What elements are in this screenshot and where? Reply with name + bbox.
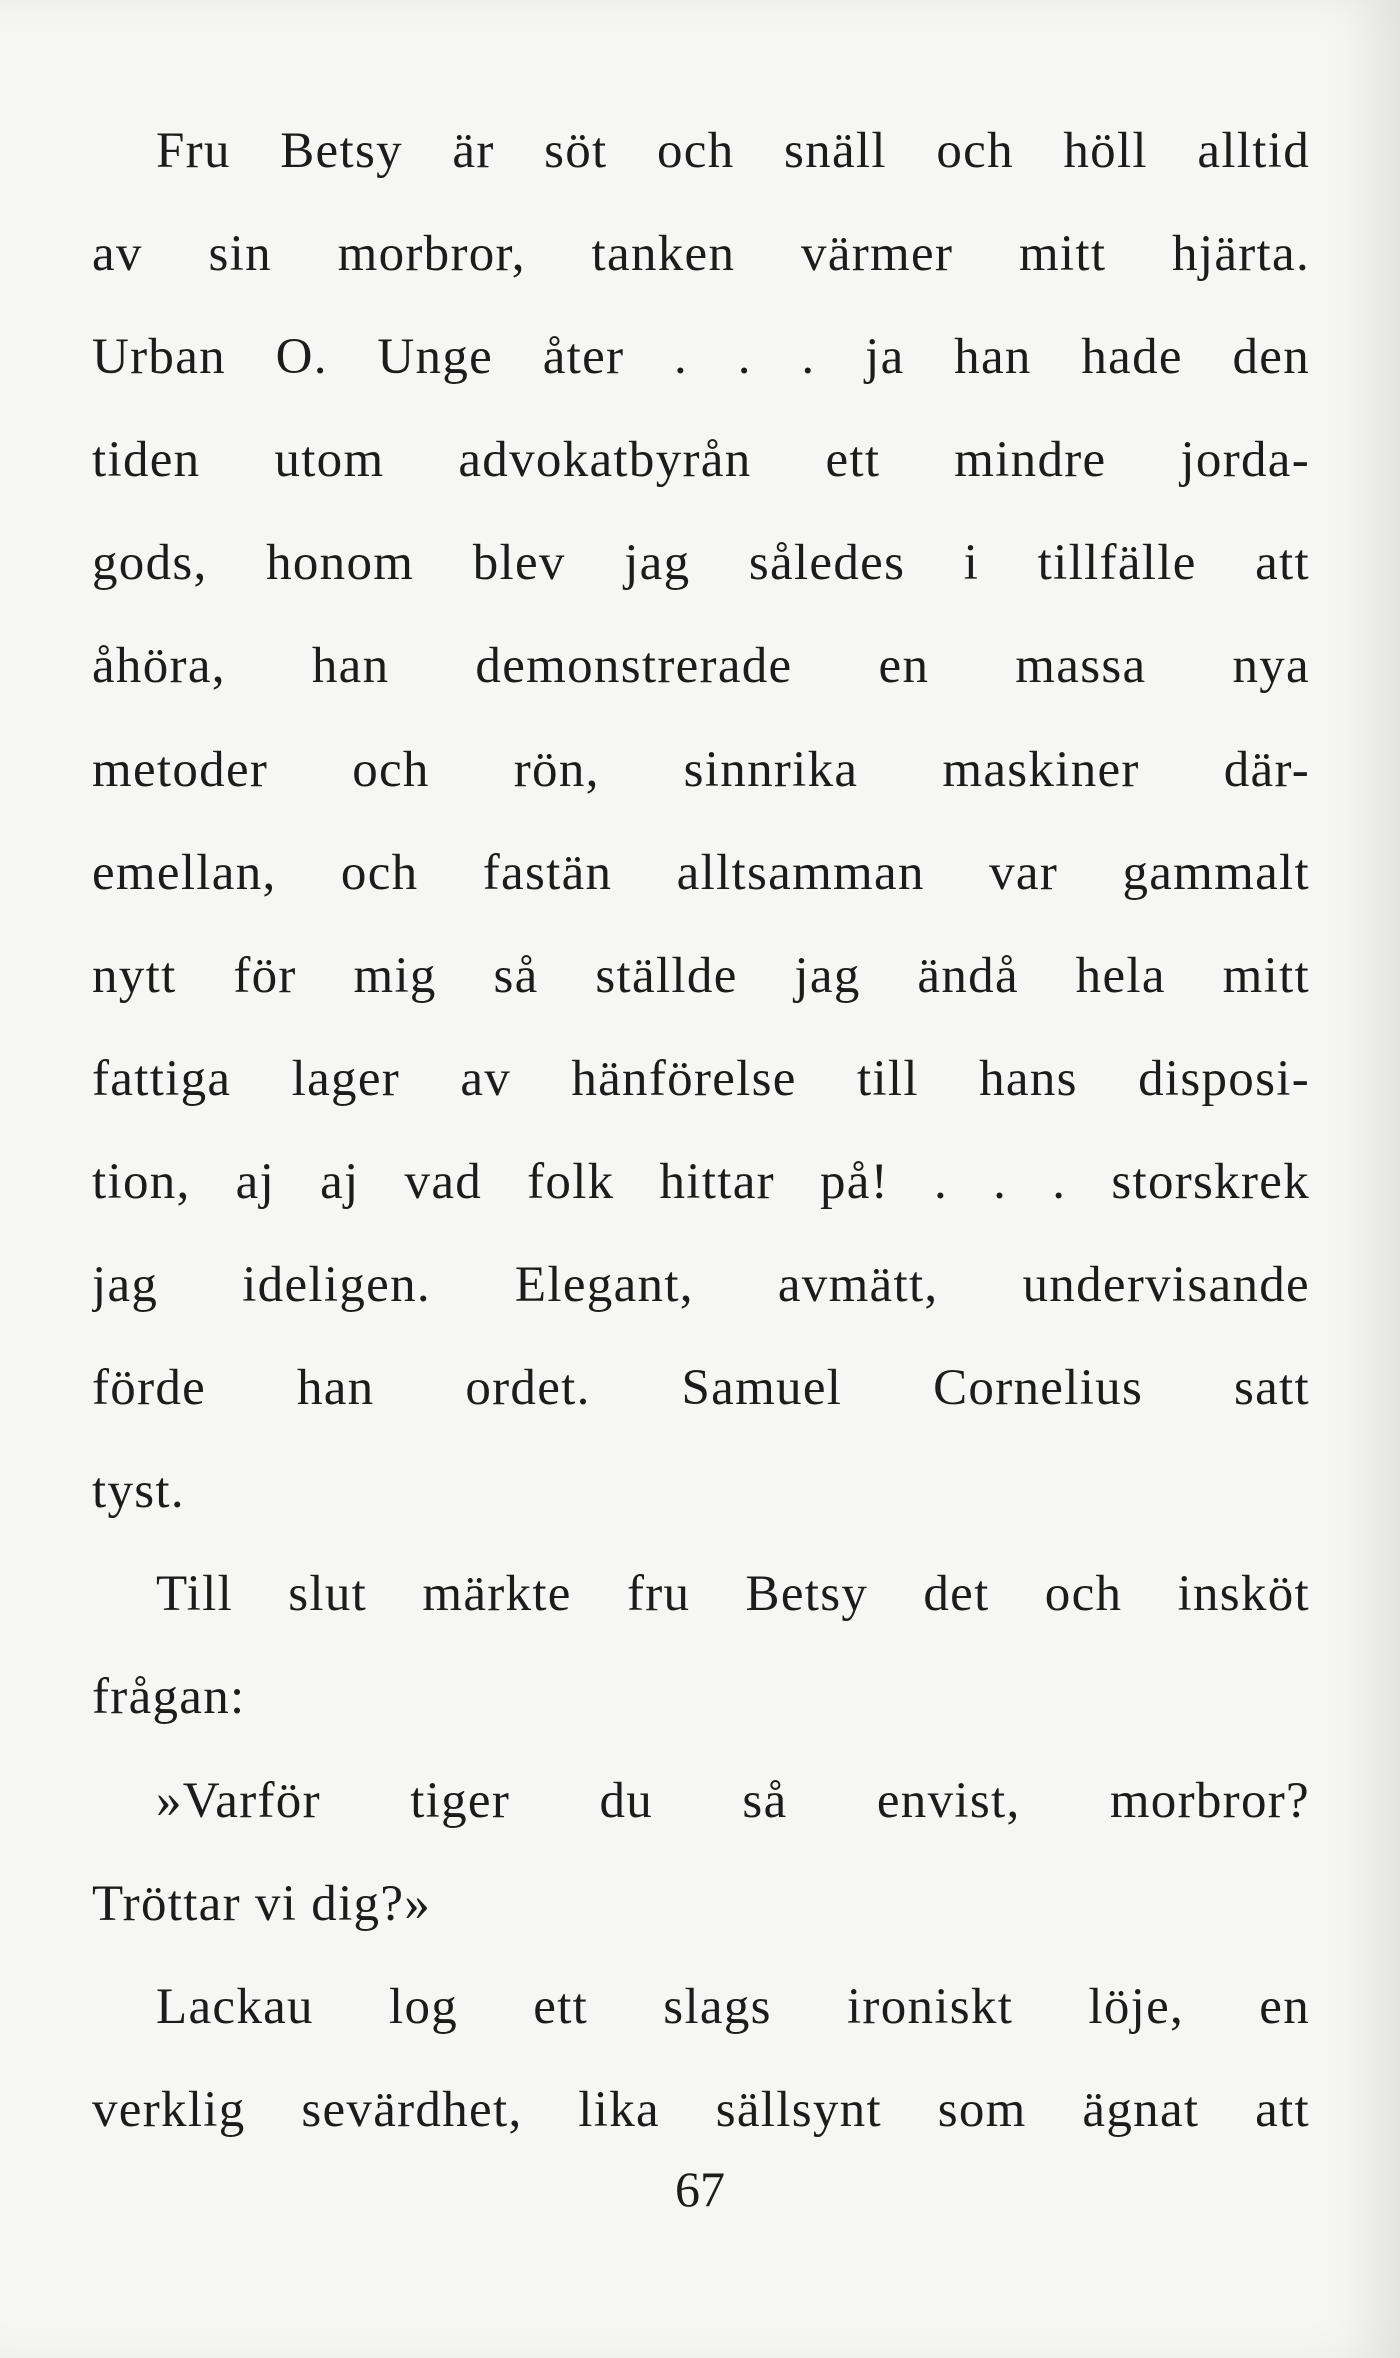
text-line: jag ideligen. Elegant, avmätt, undervisande [92, 1257, 1310, 1314]
text-line: Tröttar vi dig?» [92, 1875, 432, 1932]
text-line: frågan: [92, 1669, 246, 1726]
text-line: gods, honom blev jag således i tillfälle att [92, 535, 1310, 592]
text-line: verklig sevärdhet, lika sällsynt som ägnat att [92, 2081, 1310, 2138]
text-line: emellan, och fastän alltsamman var gammalt [92, 844, 1310, 901]
text-line: Urban O. Unge åter . . . ja han hade den [92, 329, 1310, 386]
text-line: fattiga lager av hänförelse till hans disposi- [92, 1050, 1310, 1107]
text-line: Fru Betsy är söt och snäll och höll alltid [156, 123, 1310, 179]
text-line: nytt för mig så ställde jag ändå hela mitt [92, 947, 1310, 1004]
text-line: Till slut märkte fru Betsy det och insköt [156, 1566, 1310, 1623]
text-line: metoder och rön, sinnrika maskiner där- [92, 741, 1310, 798]
text-line: tion, aj aj vad folk hittar på! . . . storskrek [92, 1153, 1310, 1210]
page-number: 67 [675, 2161, 725, 2217]
text-line: förde han ordet. Samuel Cornelius satt [92, 1360, 1310, 1417]
text-line: Lackau log ett slags ironiskt löje, en [156, 1978, 1310, 2035]
text-line: av sin morbror, tanken värmer mitt hjärta. [92, 226, 1310, 283]
text-line: åhöra, han demonstrerade en massa nya [92, 638, 1310, 695]
text-line: »Varför tiger du så envist, morbror? [156, 1772, 1310, 1829]
body-text [92, 100, 1310, 2162]
text-line: tyst. [92, 1463, 185, 1520]
text-line: tiden utom advokatbyrån ett mindre jorda- [92, 432, 1310, 489]
